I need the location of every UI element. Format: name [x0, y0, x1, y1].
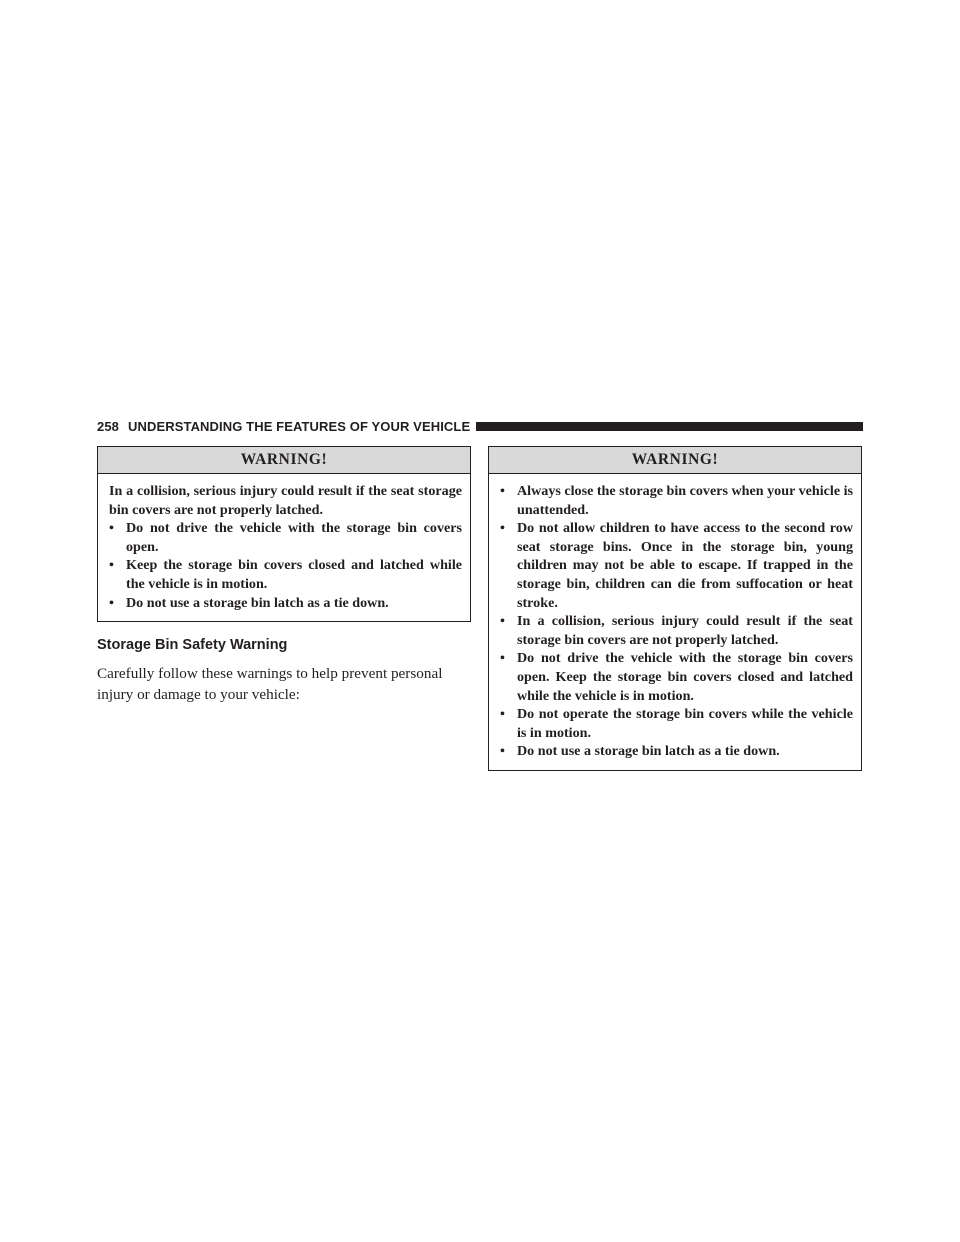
- page-header: [97, 418, 863, 435]
- bullet-icon: •: [500, 520, 505, 537]
- warning-item: [106, 519, 462, 556]
- warning-item: [497, 519, 853, 612]
- warning-item: [497, 705, 853, 742]
- page-number: 258: [97, 419, 119, 434]
- warning-body: [98, 474, 470, 621]
- bullet-icon: •: [500, 613, 505, 630]
- header-rule: [476, 422, 863, 431]
- bullet-icon: •: [500, 743, 505, 760]
- warning-item-text: Keep the storage bin covers closed and latched while the vehicle is in motion.: [126, 557, 462, 592]
- bullet-icon: •: [500, 483, 505, 499]
- warning-item-text: Do not operate the storage bin covers while the vehicle is in motion.: [517, 706, 853, 741]
- warning-item-text: Do not use a storage bin latch as a tie down.: [126, 594, 389, 611]
- warning-item-text: In a collision, serious injury could result if the seat storage bin covers are not properly latched.: [517, 613, 853, 648]
- warning-item-text: Do not drive the vehicle with the storage bin covers open. Keep the storage bin covers closed and latched while the vehicle is in motion.: [517, 650, 853, 704]
- warning-list: [497, 482, 853, 761]
- warning-item: [497, 742, 853, 761]
- warning-heading: WARNING!: [489, 447, 861, 474]
- warning-list: [106, 519, 462, 612]
- warning-item-text: Do not drive the vehicle with the storage bin covers open.: [126, 520, 462, 555]
- warning-box-left: [97, 446, 471, 622]
- warning-heading: WARNING!: [98, 447, 470, 474]
- warning-item: [497, 482, 853, 519]
- warning-body: [489, 474, 861, 770]
- warning-box-right: [488, 446, 862, 771]
- warning-item: [497, 612, 853, 649]
- warning-item-text: Do not use a storage bin latch as a tie down.: [517, 743, 780, 760]
- section-title: UNDERSTANDING THE FEATURES OF YOUR VEHICLE: [128, 419, 471, 434]
- warning-item: [106, 556, 462, 593]
- section-subheading: Storage Bin Safety Warning: [97, 637, 288, 654]
- bullet-icon: •: [109, 520, 114, 537]
- right-column: [488, 446, 862, 771]
- bullet-icon: •: [500, 650, 505, 667]
- body-paragraph: Carefully follow these warnings to help prevent personal injury or damage to your vehicle:: [97, 665, 443, 703]
- bullet-icon: •: [109, 594, 114, 611]
- warning-item-text: Always close the storage bin covers when your vehicle is unattended.: [517, 483, 853, 518]
- bullet-icon: •: [109, 557, 114, 574]
- warning-item-text: Do not allow children to have access to the second row seat storage bins. Once in the storage bin, young children may not be able to escape. If trapped in the storage bin, children can die from suffocation or heat stroke.: [517, 520, 853, 611]
- bullet-icon: •: [500, 706, 505, 723]
- warning-item: [497, 649, 853, 705]
- warning-item: [106, 594, 462, 613]
- left-column: [97, 446, 471, 705]
- warning-intro: In a collision, serious injury could result if the seat storage bin covers are not properly latched.: [109, 483, 462, 518]
